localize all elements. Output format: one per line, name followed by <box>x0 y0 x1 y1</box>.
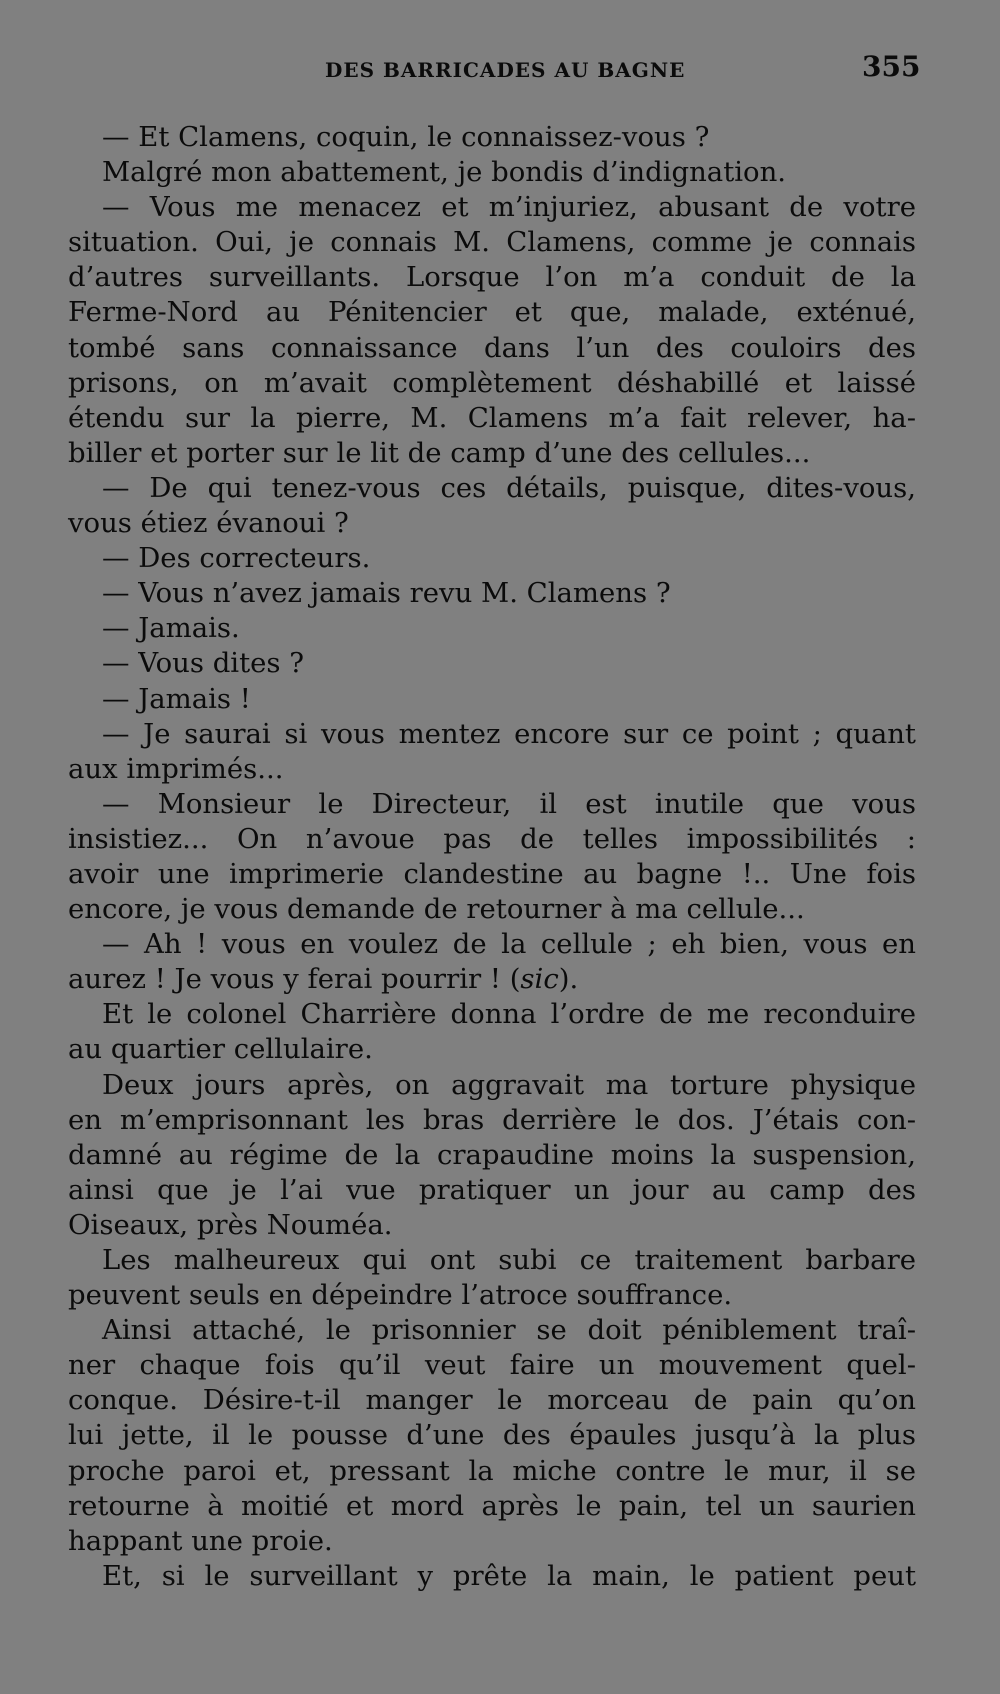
page-number: 355 <box>862 50 921 83</box>
text-line: proche paroi et, pressant la miche contre le mur, il se <box>68 1454 916 1487</box>
text-line: — Jamais ! <box>102 682 251 715</box>
text-line: biller et porter sur le lit de camp d’une des cellules... <box>68 436 811 469</box>
text-line: — De qui tenez-vous ces détails, puisque, dites-vous, <box>102 471 916 504</box>
text-line: ner chaque fois qu’il veut faire un mouvement quel- <box>68 1349 916 1382</box>
text-line: retourne à moitié et mord après le pain, tel un saurien <box>68 1489 916 1522</box>
text-line: Les malheureux qui ont subi ce traitement barbare <box>102 1244 916 1276</box>
text-line: — Vous n’avez jamais revu M. Clamens ? <box>102 577 671 610</box>
text-line: avoir une imprimerie clandestine au bagne !.. Une fois <box>68 857 916 890</box>
text-line: tombé sans connaissance dans l’un des couloirs des <box>68 331 916 364</box>
text-line: insistiez... On n’avoue pas de telles impossibilités : <box>68 822 916 855</box>
text-line: en m’emprisonnant les bras derrière le dos. J’étais con- <box>68 1103 916 1136</box>
text-line: — Monsieur le Directeur, il est inutile que vous <box>102 787 916 820</box>
text-line: — Je saurai si vous mentez encore sur ce point ; quant <box>102 717 916 750</box>
text-line: peuvent seuls en dépeindre l’atroce souffrance. <box>68 1279 733 1312</box>
text-line: — Ah ! vous en voulez de la cellule ; eh bien, vous en <box>102 928 916 961</box>
text-line: — Vous me menacez et m’injuriez, abusant de votre <box>102 191 916 224</box>
text-line: Ferme-Nord au Pénitencier et que, malade, exténué, <box>68 296 916 329</box>
running-title: DES BARRICADES AU BAGNE <box>325 58 686 82</box>
text-line: — Vous dites ? <box>102 647 305 680</box>
text-line: Et le colonel Charrière donna l’ordre de me reconduire <box>102 998 916 1031</box>
text-line: prisons, on m’avait complètement déshabillé et laissé <box>68 366 916 399</box>
text-line: damné au régime de la crapaudine moins la suspension, <box>68 1138 916 1171</box>
text-line: Deux jours après, on aggravait ma torture physique <box>102 1068 916 1101</box>
text-line: — Des correcteurs. <box>102 542 371 575</box>
text-line: vous étiez évanoui ? <box>68 507 349 540</box>
text-line: aux imprimés... <box>68 752 284 785</box>
text-line: étendu sur la pierre, M. Clamens m’a fait relever, ha- <box>68 401 916 434</box>
text-line: encore, je vous demande de retourner à ma cellule... <box>68 893 805 926</box>
text-line: Et, si le surveillant y prête la main, le patient peut <box>102 1559 916 1592</box>
text-line: — Et Clamens, coquin, le connaissez-vous ? <box>102 121 710 153</box>
text-line: Malgré mon abattement, je bondis d’indignation. <box>102 156 787 189</box>
text-line: — Jamais. <box>102 612 240 645</box>
text-line: aurez ! Je vous y ferai pourrir ! (sic). <box>68 963 579 996</box>
text-line: Ainsi attaché, le prisonnier se doit péniblement traî- <box>102 1314 916 1347</box>
body-text <box>68 120 916 1594</box>
text-line: conque. Désire-t-il manger le morceau de pain qu’on <box>68 1384 916 1417</box>
text-line: d’autres surveillants. Lorsque l’on m’a conduit de la <box>68 261 916 294</box>
text-line: au quartier cellulaire. <box>68 1033 373 1066</box>
text-line: Oiseaux, près Nouméa. <box>68 1208 393 1241</box>
text-line: ainsi que je l’ai vue pratiquer un jour au camp des <box>68 1173 916 1206</box>
text-line: lui jette, il le pousse d’une des épaules jusqu’à la plus <box>68 1419 916 1452</box>
text-line: situation. Oui, je connais M. Clamens, comme je connais <box>68 226 916 259</box>
text-line: happant une proie. <box>68 1524 333 1557</box>
